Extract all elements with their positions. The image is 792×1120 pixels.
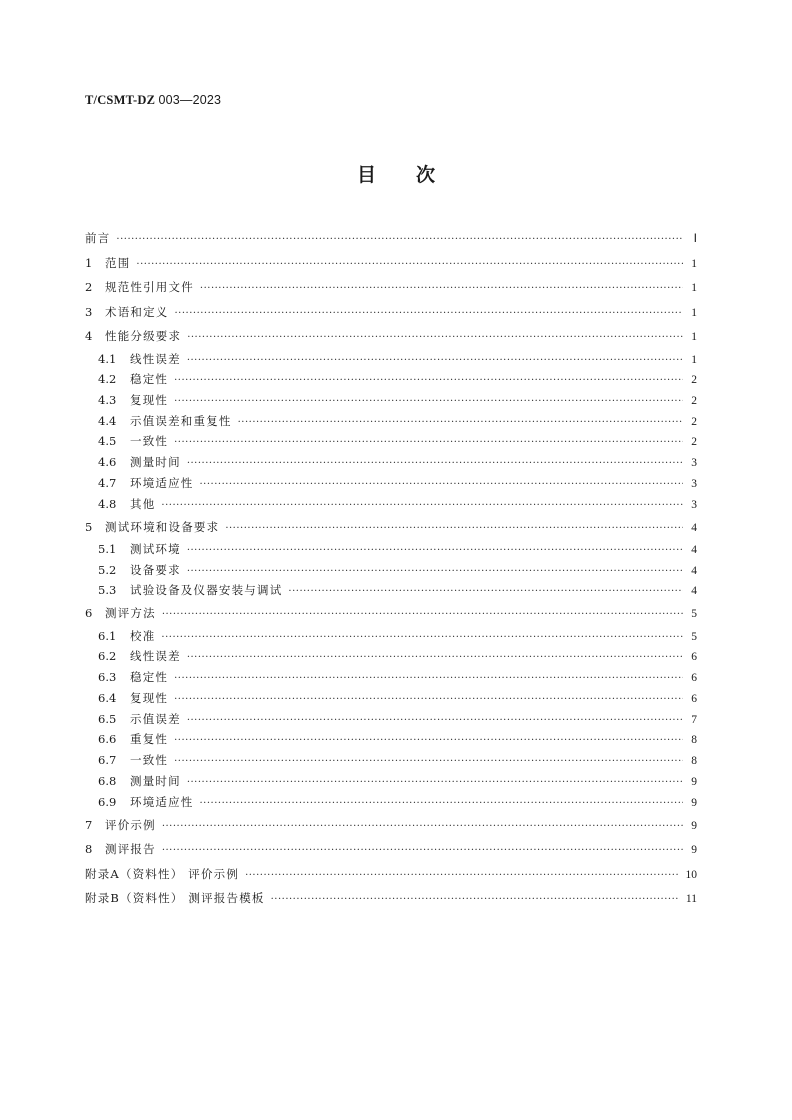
toc-leader-dots xyxy=(174,731,683,752)
toc-leader-dots xyxy=(116,228,683,253)
toc-entry[interactable] xyxy=(85,251,697,276)
toc-entry[interactable] xyxy=(85,750,697,771)
toc-entry-label: 前言 xyxy=(85,231,111,245)
toc-entry[interactable] xyxy=(85,539,697,560)
toc-entry-number: 2 xyxy=(85,280,93,294)
toc-entry-label: 附录B（资料性） 测评报告模板 xyxy=(85,891,265,906)
toc-entry-page: 9 xyxy=(691,819,697,832)
toc-entry-number: 6 xyxy=(85,606,93,621)
toc-leader-dots xyxy=(136,253,683,278)
toc-leader-dots xyxy=(162,603,683,628)
toc-entry-page: 2 xyxy=(691,394,697,407)
toc-entry-page: 8 xyxy=(691,755,697,768)
toc-entry-number: 5.2 xyxy=(98,562,117,577)
toc-entry[interactable] xyxy=(85,560,697,581)
toc-entry[interactable] xyxy=(85,813,697,838)
toc-entry-label: 术语和定义 xyxy=(105,304,169,319)
toc-entry-label: 示值误差 xyxy=(130,711,181,726)
toc-entry-label: 评价示例 xyxy=(105,817,156,832)
toc-leader-dots xyxy=(162,815,683,840)
table-of-contents xyxy=(85,226,697,911)
toc-title: 目次 xyxy=(356,164,475,186)
toc-entry[interactable] xyxy=(85,580,697,601)
toc-leader-dots xyxy=(187,326,683,351)
toc-entry[interactable] xyxy=(85,411,697,432)
toc-entry-label: 其他 xyxy=(130,496,156,511)
toc-entry-page: 9 xyxy=(691,844,697,857)
toc-leader-dots xyxy=(174,690,683,711)
toc-entry-page: 2 xyxy=(691,436,697,449)
toc-entry-number: 6.6 xyxy=(98,732,117,747)
toc-leader-dots xyxy=(174,433,683,454)
toc-entry-number: 6.7 xyxy=(98,753,117,768)
toc-entry-number: 6.4 xyxy=(98,690,117,705)
toc-entry-label: 设备要求 xyxy=(130,562,181,577)
toc-entry-page: 1 xyxy=(691,282,697,294)
toc-leader-dots xyxy=(161,496,683,517)
toc-entry-label: 稳定性 xyxy=(130,669,169,684)
toc-entry-label: 范围 xyxy=(105,255,131,270)
toc-entry-label: 环境适应性 xyxy=(130,475,194,490)
toc-entry-page: 1 xyxy=(691,353,697,366)
toc-leader-dots xyxy=(162,839,683,864)
toc-leader-dots xyxy=(225,517,683,542)
toc-leader-dots xyxy=(174,669,683,690)
standard-prefix: T/CSMT-DZ xyxy=(85,93,156,107)
toc-leader-dots xyxy=(200,475,684,496)
toc-leader-dots xyxy=(200,277,683,302)
toc-leader-dots xyxy=(288,582,683,603)
toc-entry-label: 规范性引用文件 xyxy=(105,280,194,294)
toc-entry-number: 5 xyxy=(85,519,93,534)
toc-entry-label: 稳定性 xyxy=(130,372,169,386)
toc-entry[interactable] xyxy=(85,226,697,251)
toc-entry-page: 7 xyxy=(691,713,697,726)
toc-entry[interactable] xyxy=(85,646,697,667)
toc-entry[interactable] xyxy=(85,837,697,862)
toc-entry-number: 7 xyxy=(85,817,93,832)
toc-entry-page: 11 xyxy=(685,893,697,906)
toc-entry-label: 重复性 xyxy=(130,732,169,747)
toc-leader-dots xyxy=(187,454,683,475)
toc-entry-label: 线性误差 xyxy=(130,649,181,664)
toc-entry[interactable] xyxy=(85,626,697,647)
toc-entry-page: 1 xyxy=(691,257,697,270)
toc-entry[interactable] xyxy=(85,349,697,370)
toc-entry-number: 4.7 xyxy=(98,475,117,490)
toc-entry-label: 复现性 xyxy=(130,392,169,407)
toc-entry-label: 测评报告 xyxy=(105,842,156,857)
toc-entry[interactable] xyxy=(85,300,697,325)
toc-entry[interactable] xyxy=(85,515,697,540)
toc-entry-page: 3 xyxy=(691,498,697,511)
toc-entry[interactable] xyxy=(85,667,697,688)
toc-entry-number: 4.2 xyxy=(98,372,117,386)
toc-entry-label: 一致性 xyxy=(130,753,169,768)
toc-entry[interactable] xyxy=(85,862,697,887)
toc-entry-label: 试验设备及仪器安装与调试 xyxy=(130,583,283,598)
toc-entry-page: 9 xyxy=(691,796,697,809)
toc-entry-page: 4 xyxy=(691,521,697,534)
toc-entry-number: 5.3 xyxy=(98,583,117,598)
toc-entry-page: 2 xyxy=(691,374,697,386)
toc-entry-page: 4 xyxy=(691,564,697,577)
toc-leader-dots xyxy=(238,413,683,434)
toc-entry-page: 8 xyxy=(691,734,697,747)
toc-entry-number: 6.2 xyxy=(98,649,117,664)
toc-entry-number: 6.3 xyxy=(98,669,117,684)
standard-number: 003—2023 xyxy=(158,93,222,107)
toc-entry-page: 5 xyxy=(691,630,697,643)
toc-entry-number: 6.1 xyxy=(98,628,117,643)
toc-entry-page: 4 xyxy=(691,585,697,598)
toc-entry-number: 4.6 xyxy=(98,455,117,470)
toc-entry-number: 4.4 xyxy=(98,413,117,428)
toc-leader-dots xyxy=(187,648,683,669)
toc-entry-label: 线性误差 xyxy=(130,351,181,366)
toc-entry-number: 8 xyxy=(85,842,93,857)
toc-leader-dots xyxy=(187,773,683,794)
toc-entry-page: 1 xyxy=(691,331,697,343)
toc-entry[interactable] xyxy=(85,369,697,390)
toc-entry-label: 测试环境 xyxy=(130,542,181,557)
toc-leader-dots xyxy=(271,888,680,913)
toc-entry[interactable] xyxy=(85,709,697,730)
toc-entry[interactable] xyxy=(85,275,697,300)
toc-entry-page: 10 xyxy=(685,868,697,881)
toc-entry[interactable] xyxy=(85,886,697,911)
toc-entry[interactable] xyxy=(85,729,697,750)
toc-leader-dots xyxy=(187,541,683,562)
toc-leader-dots xyxy=(174,392,683,413)
toc-leader-dots xyxy=(174,371,683,392)
toc-entry-number: 4.1 xyxy=(98,351,117,366)
toc-entry[interactable] xyxy=(85,324,697,349)
toc-entry[interactable] xyxy=(85,601,697,626)
toc-entry-page: 6 xyxy=(691,651,697,664)
toc-entry-number: 1 xyxy=(85,255,93,270)
toc-entry-number: 5.1 xyxy=(98,542,117,557)
toc-entry-page: Ⅰ xyxy=(693,233,697,245)
toc-entry-number: 3 xyxy=(85,304,93,319)
toc-entry-number: 4.3 xyxy=(98,392,117,407)
toc-leader-dots xyxy=(161,628,683,649)
toc-entry-label: 性能分级要求 xyxy=(105,329,182,343)
toc-entry-number: 6.5 xyxy=(98,711,117,726)
toc-entry-label: 附录A（资料性） 评价示例 xyxy=(85,866,240,881)
toc-leader-dots xyxy=(245,864,679,889)
toc-entry-page: 1 xyxy=(691,306,697,319)
toc-entry-label: 一致性 xyxy=(130,434,169,449)
toc-entry-page: 6 xyxy=(691,692,697,705)
toc-entry-page: 9 xyxy=(691,775,697,788)
toc-entry[interactable] xyxy=(85,390,697,411)
toc-entry-page: 3 xyxy=(691,457,697,470)
standard-code xyxy=(85,93,221,108)
toc-entry[interactable] xyxy=(85,688,697,709)
toc-entry[interactable] xyxy=(85,431,697,452)
toc-leader-dots xyxy=(187,562,683,583)
toc-entry-page: 5 xyxy=(691,608,697,621)
toc-leader-dots xyxy=(174,752,683,773)
toc-entry-number: 4.8 xyxy=(98,496,117,511)
toc-entry-number: 4 xyxy=(85,329,93,343)
toc-entry-label: 示值误差和重复性 xyxy=(130,413,232,428)
toc-entry[interactable] xyxy=(85,494,697,515)
toc-entry-page: 2 xyxy=(691,415,697,428)
toc-entry[interactable] xyxy=(85,473,697,494)
toc-entry-label: 测量时间 xyxy=(130,455,181,470)
toc-entry-label: 测量时间 xyxy=(130,773,181,788)
toc-entry-label: 复现性 xyxy=(130,690,169,705)
toc-entry[interactable] xyxy=(85,452,697,473)
toc-leader-dots xyxy=(187,711,683,732)
toc-leader-dots xyxy=(200,794,684,815)
toc-entry-page: 6 xyxy=(691,671,697,684)
toc-entry[interactable] xyxy=(85,792,697,813)
toc-entry-label: 测评方法 xyxy=(105,606,156,621)
toc-entry-page: 3 xyxy=(691,477,697,490)
toc-entry-label: 测试环境和设备要求 xyxy=(105,519,220,534)
toc-entry-number: 6.9 xyxy=(98,794,117,809)
toc-entry-number: 4.5 xyxy=(98,434,117,449)
toc-entry-page: 4 xyxy=(691,544,697,557)
toc-leader-dots xyxy=(175,302,684,327)
toc-entry-label: 校准 xyxy=(130,628,156,643)
toc-leader-dots xyxy=(187,351,683,372)
toc-entry-label: 环境适应性 xyxy=(130,794,194,809)
toc-entry[interactable] xyxy=(85,771,697,792)
toc-entry-number: 6.8 xyxy=(98,773,117,788)
